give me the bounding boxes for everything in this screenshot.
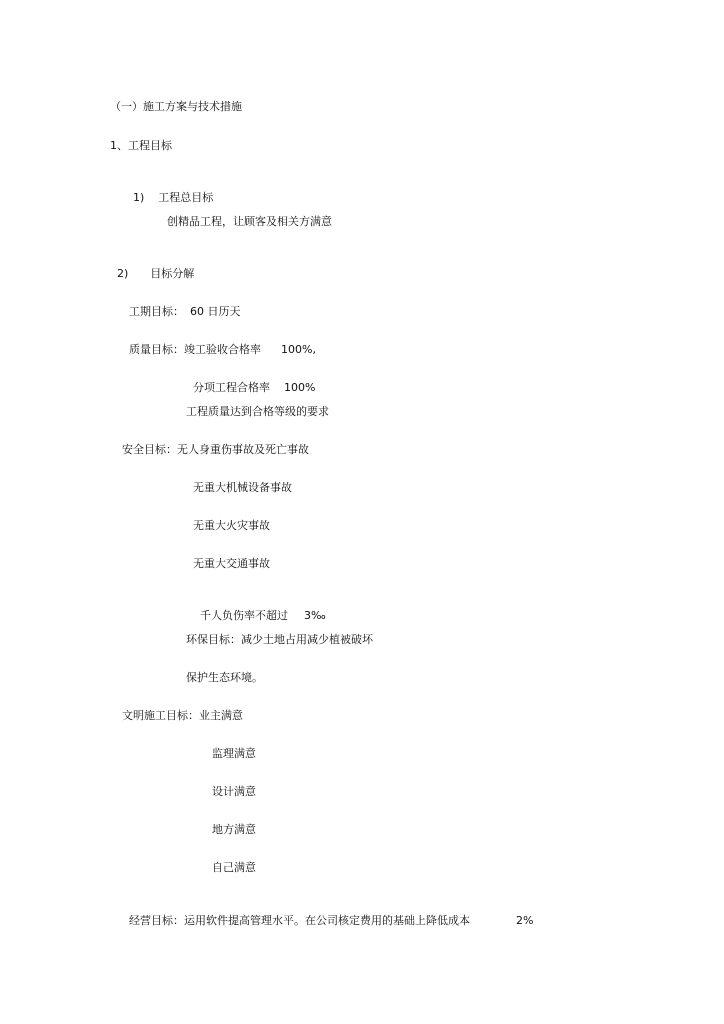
- environment-item-ecology: 保护生态环境。: [186, 671, 263, 684]
- civilized-item-supervision: 监理满意: [212, 747, 256, 760]
- overall-goal-title: 工程总目标: [158, 191, 214, 204]
- civilized-item-design: 设计满意: [212, 785, 256, 798]
- injury-rate-label: 千人负伤率不超过: [200, 609, 288, 622]
- safety-item-traffic: 无重大交通事故: [193, 557, 270, 570]
- schedule-value: 60 日历天: [190, 305, 241, 318]
- quality-goal: [122, 329, 316, 357]
- quality-item-grade: 工程质量达到合格等级的要求: [186, 405, 329, 418]
- business-goal: [122, 900, 533, 928]
- quality-item-subproject-value: 100%: [284, 381, 316, 394]
- quality-label: 质量目标：竣工验收合格率: [129, 343, 261, 356]
- safety-goal: 安全目标：无人身重伤事故及死亡事故: [122, 443, 309, 456]
- breakdown-heading: [110, 253, 194, 281]
- safety-item-machinery: 无重大机械设备事故: [193, 481, 292, 494]
- business-label: 经营目标：运用软件提高管理水平。在公司核定费用的基础上降低成本: [129, 914, 470, 927]
- civilized-item-self: 自己满意: [212, 861, 256, 874]
- breakdown-number: 2): [117, 267, 129, 280]
- injury-rate-value: 3‰: [304, 609, 326, 622]
- schedule-label: 工期目标：: [129, 305, 184, 318]
- quality-item-subproject-label: 分项工程合格率: [193, 381, 270, 394]
- business-value: 2%: [516, 914, 534, 927]
- safety-item-fire: 无重大火灾事故: [193, 519, 270, 532]
- overall-goal-heading: [126, 177, 213, 205]
- civilized-goal: 文明施工目标：业主满意: [122, 709, 243, 722]
- schedule-goal: [122, 291, 241, 319]
- civilized-item-local: 地方满意: [212, 823, 256, 836]
- quality-item-subproject: [186, 367, 315, 395]
- environment-goal: 环保目标：减少土地占用减少植被破坏: [186, 633, 373, 646]
- safety-item-injury-rate: [193, 595, 326, 623]
- breakdown-title: 目标分解: [150, 267, 195, 280]
- goals-heading: 1、工程目标: [110, 139, 172, 152]
- overall-goal-text: 创精品工程，让顾客及相关方满意: [167, 215, 332, 228]
- section-heading: （一）施工方案与技术措施: [110, 100, 242, 113]
- overall-goal-number: 1): [133, 191, 145, 204]
- quality-value: 100%,: [281, 343, 316, 356]
